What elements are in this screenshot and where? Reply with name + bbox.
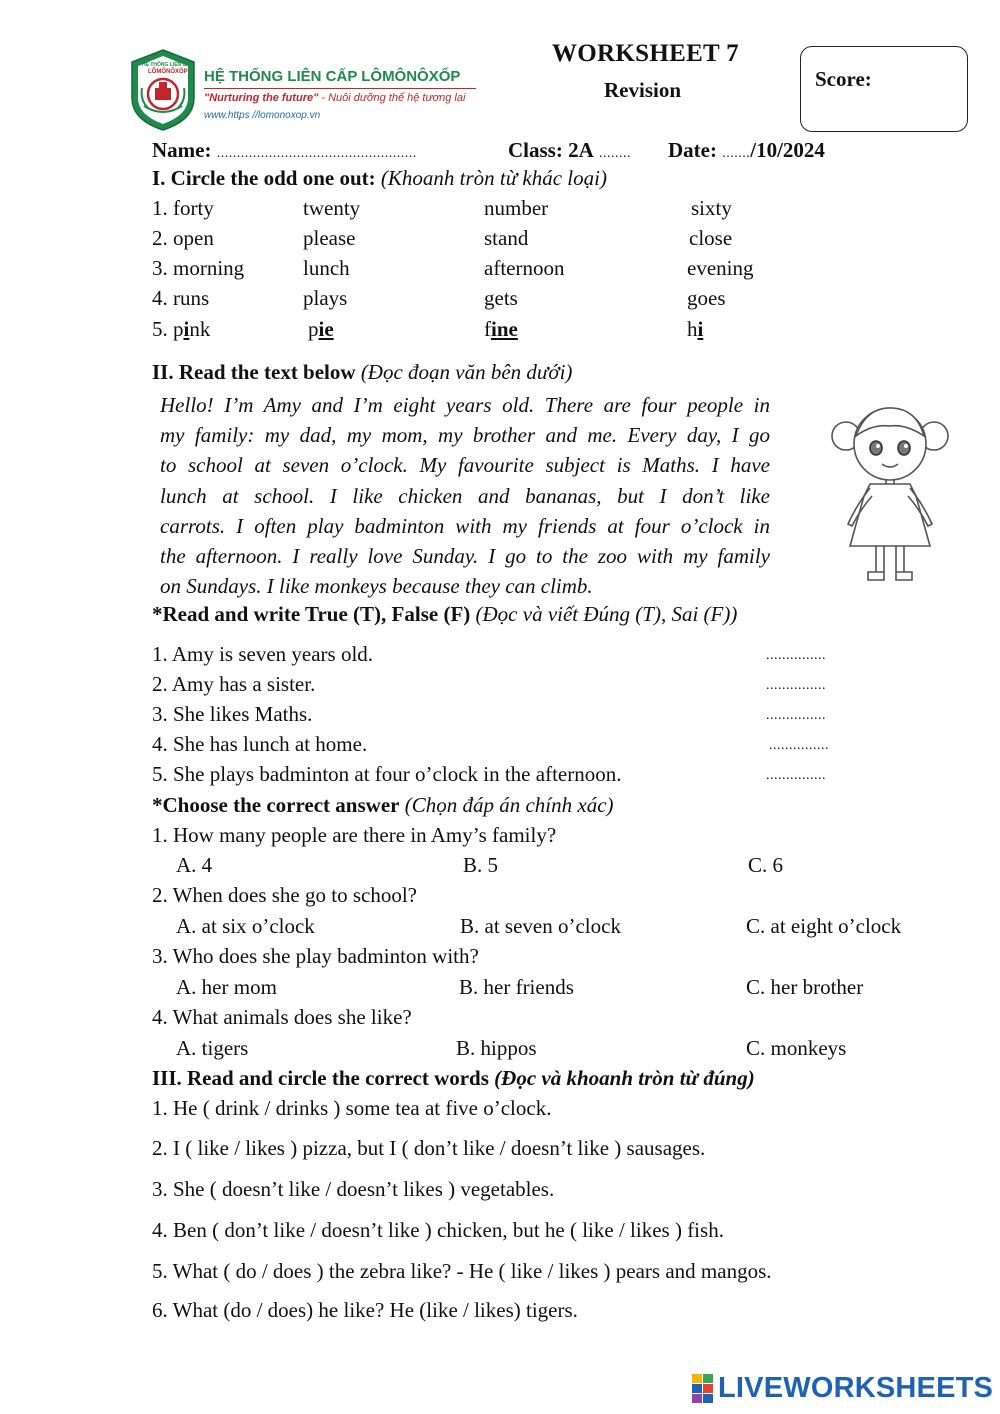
worksheet-subtitle: Revision bbox=[604, 78, 682, 102]
odd-row-4-c1[interactable]: 4. runs bbox=[152, 286, 210, 310]
odd-row-5-c1-ul: i bbox=[183, 317, 190, 341]
date-field[interactable] bbox=[668, 138, 825, 163]
class-dots: ........ bbox=[599, 146, 632, 161]
passage-line: lunch at school. I like chicken and bananas, but I don’t like bbox=[160, 483, 770, 508]
tf-heading-text: *Read and write True (T), False (F) bbox=[152, 602, 471, 626]
school-tagline bbox=[204, 92, 465, 104]
odd-row-2-c1[interactable]: 2. open bbox=[152, 226, 214, 250]
odd-row-2-c4[interactable]: close bbox=[689, 226, 733, 250]
tagline-en: "Nurturing the future" bbox=[204, 92, 319, 104]
mc-heading-vi: (Chọn đáp án chính xác) bbox=[404, 793, 614, 817]
date-label: Date: bbox=[668, 138, 717, 162]
odd-row-4-c2[interactable]: plays bbox=[303, 286, 348, 310]
worksheet-title: WORKSHEET 7 bbox=[552, 40, 739, 67]
class-label: Class: 2A bbox=[508, 138, 594, 162]
tf-item-2: 2. Amy has a sister. bbox=[152, 672, 316, 696]
odd-row-3-c2[interactable]: lunch bbox=[303, 256, 350, 280]
mc-option-4b[interactable]: B. hippos bbox=[456, 1036, 537, 1060]
odd-row-5-c3[interactable] bbox=[484, 317, 518, 342]
name-label: Name: bbox=[152, 138, 212, 162]
name-dots: .................................................. bbox=[216, 146, 417, 161]
section1-heading-vi: (Khoanh tròn từ khác loại) bbox=[380, 166, 607, 190]
passage-line: my family: my dad, my mom, my brother and me. Every day, I go bbox=[160, 423, 770, 448]
circle-item-5[interactable]: 5. What ( do / does ) the zebra like? - He ( like / likes ) pears and mangos. bbox=[152, 1259, 772, 1283]
circle-item-1[interactable]: 1. He ( drink / drinks ) some tea at five o’clock. bbox=[152, 1096, 552, 1120]
tf-answer-blank-1[interactable]: ............... bbox=[766, 648, 826, 663]
passage-line: carrots. I often play badminton with my friends at four o’clock in bbox=[160, 513, 770, 538]
girl-illustration bbox=[826, 396, 954, 588]
date-dots: ....... bbox=[722, 146, 751, 161]
section1-heading-text: I. Circle the odd one out: bbox=[152, 166, 376, 190]
section2-heading bbox=[152, 360, 572, 385]
tf-item-4: 4. She has lunch at home. bbox=[152, 732, 368, 756]
passage-line: on Sundays. I like monkeys because they can climb. bbox=[160, 574, 593, 599]
school-url: www.https //lomonoxop.vn bbox=[204, 110, 321, 121]
odd-row-3-c1[interactable]: 3. morning bbox=[152, 256, 245, 280]
odd-row-1-c3[interactable]: number bbox=[484, 196, 549, 220]
section2-heading-text: II. Read the text below bbox=[152, 360, 356, 384]
section1-heading bbox=[152, 166, 607, 191]
mc-heading-text: *Choose the correct answer bbox=[152, 793, 400, 817]
odd-row-1-c4[interactable]: sixty bbox=[691, 196, 732, 220]
circle-item-6[interactable]: 6. What (do / does) he like? He (like / likes) tigers. bbox=[152, 1298, 578, 1322]
logo-divider bbox=[204, 88, 476, 89]
tf-answer-blank-5[interactable]: ............... bbox=[766, 768, 826, 783]
mc-option-2b[interactable]: B. at seven o’clock bbox=[460, 914, 621, 938]
section3-heading-vi: (Đọc và khoanh tròn từ đúng) bbox=[494, 1066, 755, 1090]
tagline-vi: - Nuôi dưỡng thế hệ tương lai bbox=[318, 92, 466, 104]
liveworksheets-brand: LIVEWORKSHEETS bbox=[718, 1372, 994, 1404]
tf-answer-blank-3[interactable]: ............... bbox=[766, 708, 826, 723]
passage-line: Hello! I’m Amy and I’m eight years old. There are four people in bbox=[160, 393, 770, 417]
odd-row-4-c3[interactable]: gets bbox=[484, 286, 518, 310]
tf-item-1: 1. Amy is seven years old. bbox=[152, 642, 374, 666]
score-label: Score: bbox=[815, 67, 872, 91]
mc-option-2a[interactable]: A. at six o’clock bbox=[176, 914, 315, 938]
mc-option-1a[interactable]: A. 4 bbox=[176, 853, 213, 877]
circle-item-3[interactable]: 3. She ( doesn’t like / doesn’t likes ) vegetables. bbox=[152, 1177, 555, 1201]
tf-item-3: 3. She likes Maths. bbox=[152, 702, 313, 726]
odd-row-5-c3-ul1: i bbox=[491, 317, 497, 341]
liveworksheets-logo-icon bbox=[692, 1374, 714, 1404]
mc-option-3a[interactable]: A. her mom bbox=[176, 975, 277, 999]
date-value: /10/2024 bbox=[750, 138, 825, 162]
odd-row-5-c2-ul: ie bbox=[318, 317, 334, 341]
section3-heading-text: III. Read and circle the correct words bbox=[152, 1066, 489, 1090]
odd-row-5-c4-ul: i bbox=[697, 317, 704, 341]
odd-row-3-c4[interactable]: evening bbox=[687, 256, 754, 280]
odd-row-2-c2[interactable]: please bbox=[303, 226, 356, 250]
mc-question-3: 3. Who does she play badminton with? bbox=[152, 944, 479, 968]
school-crest-icon bbox=[128, 48, 198, 132]
mc-option-3b[interactable]: B. her friends bbox=[459, 975, 574, 999]
mc-question-1: 1. How many people are there in Amy’s family? bbox=[152, 823, 557, 847]
tf-heading bbox=[152, 602, 737, 627]
school-logo bbox=[128, 48, 478, 132]
mc-option-4c[interactable]: C. monkeys bbox=[746, 1036, 847, 1060]
section3-heading bbox=[152, 1066, 755, 1091]
mc-option-4a[interactable]: A. tigers bbox=[176, 1036, 249, 1060]
odd-row-5-c3-ul2: e bbox=[508, 317, 518, 341]
logo-small-line1: HỆ THỐNG LIÊN CẤP bbox=[142, 62, 194, 68]
mc-option-1c[interactable]: C. 6 bbox=[748, 853, 784, 877]
odd-row-5-c1-post: nk bbox=[189, 317, 211, 341]
odd-row-5-c3-mid: n bbox=[496, 317, 509, 341]
mc-question-4: 4. What animals does she like? bbox=[152, 1005, 412, 1029]
odd-row-4-c4[interactable]: goes bbox=[687, 286, 726, 310]
logo-small-line2: LÔMÔNÔXỐP bbox=[148, 69, 188, 75]
mc-heading bbox=[152, 793, 614, 818]
circle-item-2[interactable]: 2. I ( like / likes ) pizza, but I ( don’t like / doesn’t like ) sausages. bbox=[152, 1136, 706, 1160]
name-field[interactable] bbox=[152, 138, 417, 163]
mc-option-3c[interactable]: C. her brother bbox=[746, 975, 864, 999]
mc-question-2: 2. When does she go to school? bbox=[152, 883, 417, 907]
tf-item-5: 5. She plays badminton at four o’clock in the afternoon. bbox=[152, 762, 622, 786]
odd-row-5-c1-pre: 5. p bbox=[152, 317, 184, 341]
section2-heading-vi: (Đọc đoạn văn bên dưới) bbox=[360, 360, 573, 384]
odd-row-5-c4[interactable] bbox=[687, 317, 703, 342]
odd-row-3-c3[interactable]: afternoon bbox=[484, 256, 565, 280]
odd-row-5-c1[interactable] bbox=[152, 317, 210, 342]
odd-row-2-c3[interactable]: stand bbox=[484, 226, 529, 250]
score-box[interactable] bbox=[800, 46, 968, 132]
odd-row-5-c3-pre: f bbox=[484, 317, 491, 341]
tf-heading-vi: (Đọc và viết Đúng (T), Sai (F)) bbox=[475, 602, 738, 626]
tf-answer-blank-2[interactable]: ............... bbox=[766, 678, 826, 693]
passage-line: the afternoon. I really love Sunday. I go to the zoo with my family bbox=[160, 544, 770, 569]
school-name: HỆ THỐNG LIÊN CẤP LÔMÔNÔXỐP bbox=[204, 68, 461, 85]
reading-passage bbox=[160, 390, 770, 601]
circle-item-4[interactable]: 4. Ben ( don’t like / doesn’t like ) chicken, but he ( like / likes ) fish. bbox=[152, 1218, 724, 1242]
odd-row-1-c2[interactable]: twenty bbox=[303, 196, 361, 220]
mc-option-2c[interactable]: C. at eight o’clock bbox=[746, 914, 902, 938]
odd-row-5-c2-pre: p bbox=[308, 317, 319, 341]
mc-option-1b[interactable]: B. 5 bbox=[463, 853, 499, 877]
class-field bbox=[508, 138, 631, 163]
passage-line: to school at seven o’clock. My favourite subject is Maths. I have bbox=[160, 453, 770, 478]
odd-row-5-c4-pre: h bbox=[687, 317, 698, 341]
odd-row-5-c2[interactable] bbox=[308, 317, 334, 342]
tf-answer-blank-4[interactable]: ............... bbox=[769, 738, 829, 753]
odd-row-1-c1[interactable]: 1. forty bbox=[152, 196, 214, 220]
